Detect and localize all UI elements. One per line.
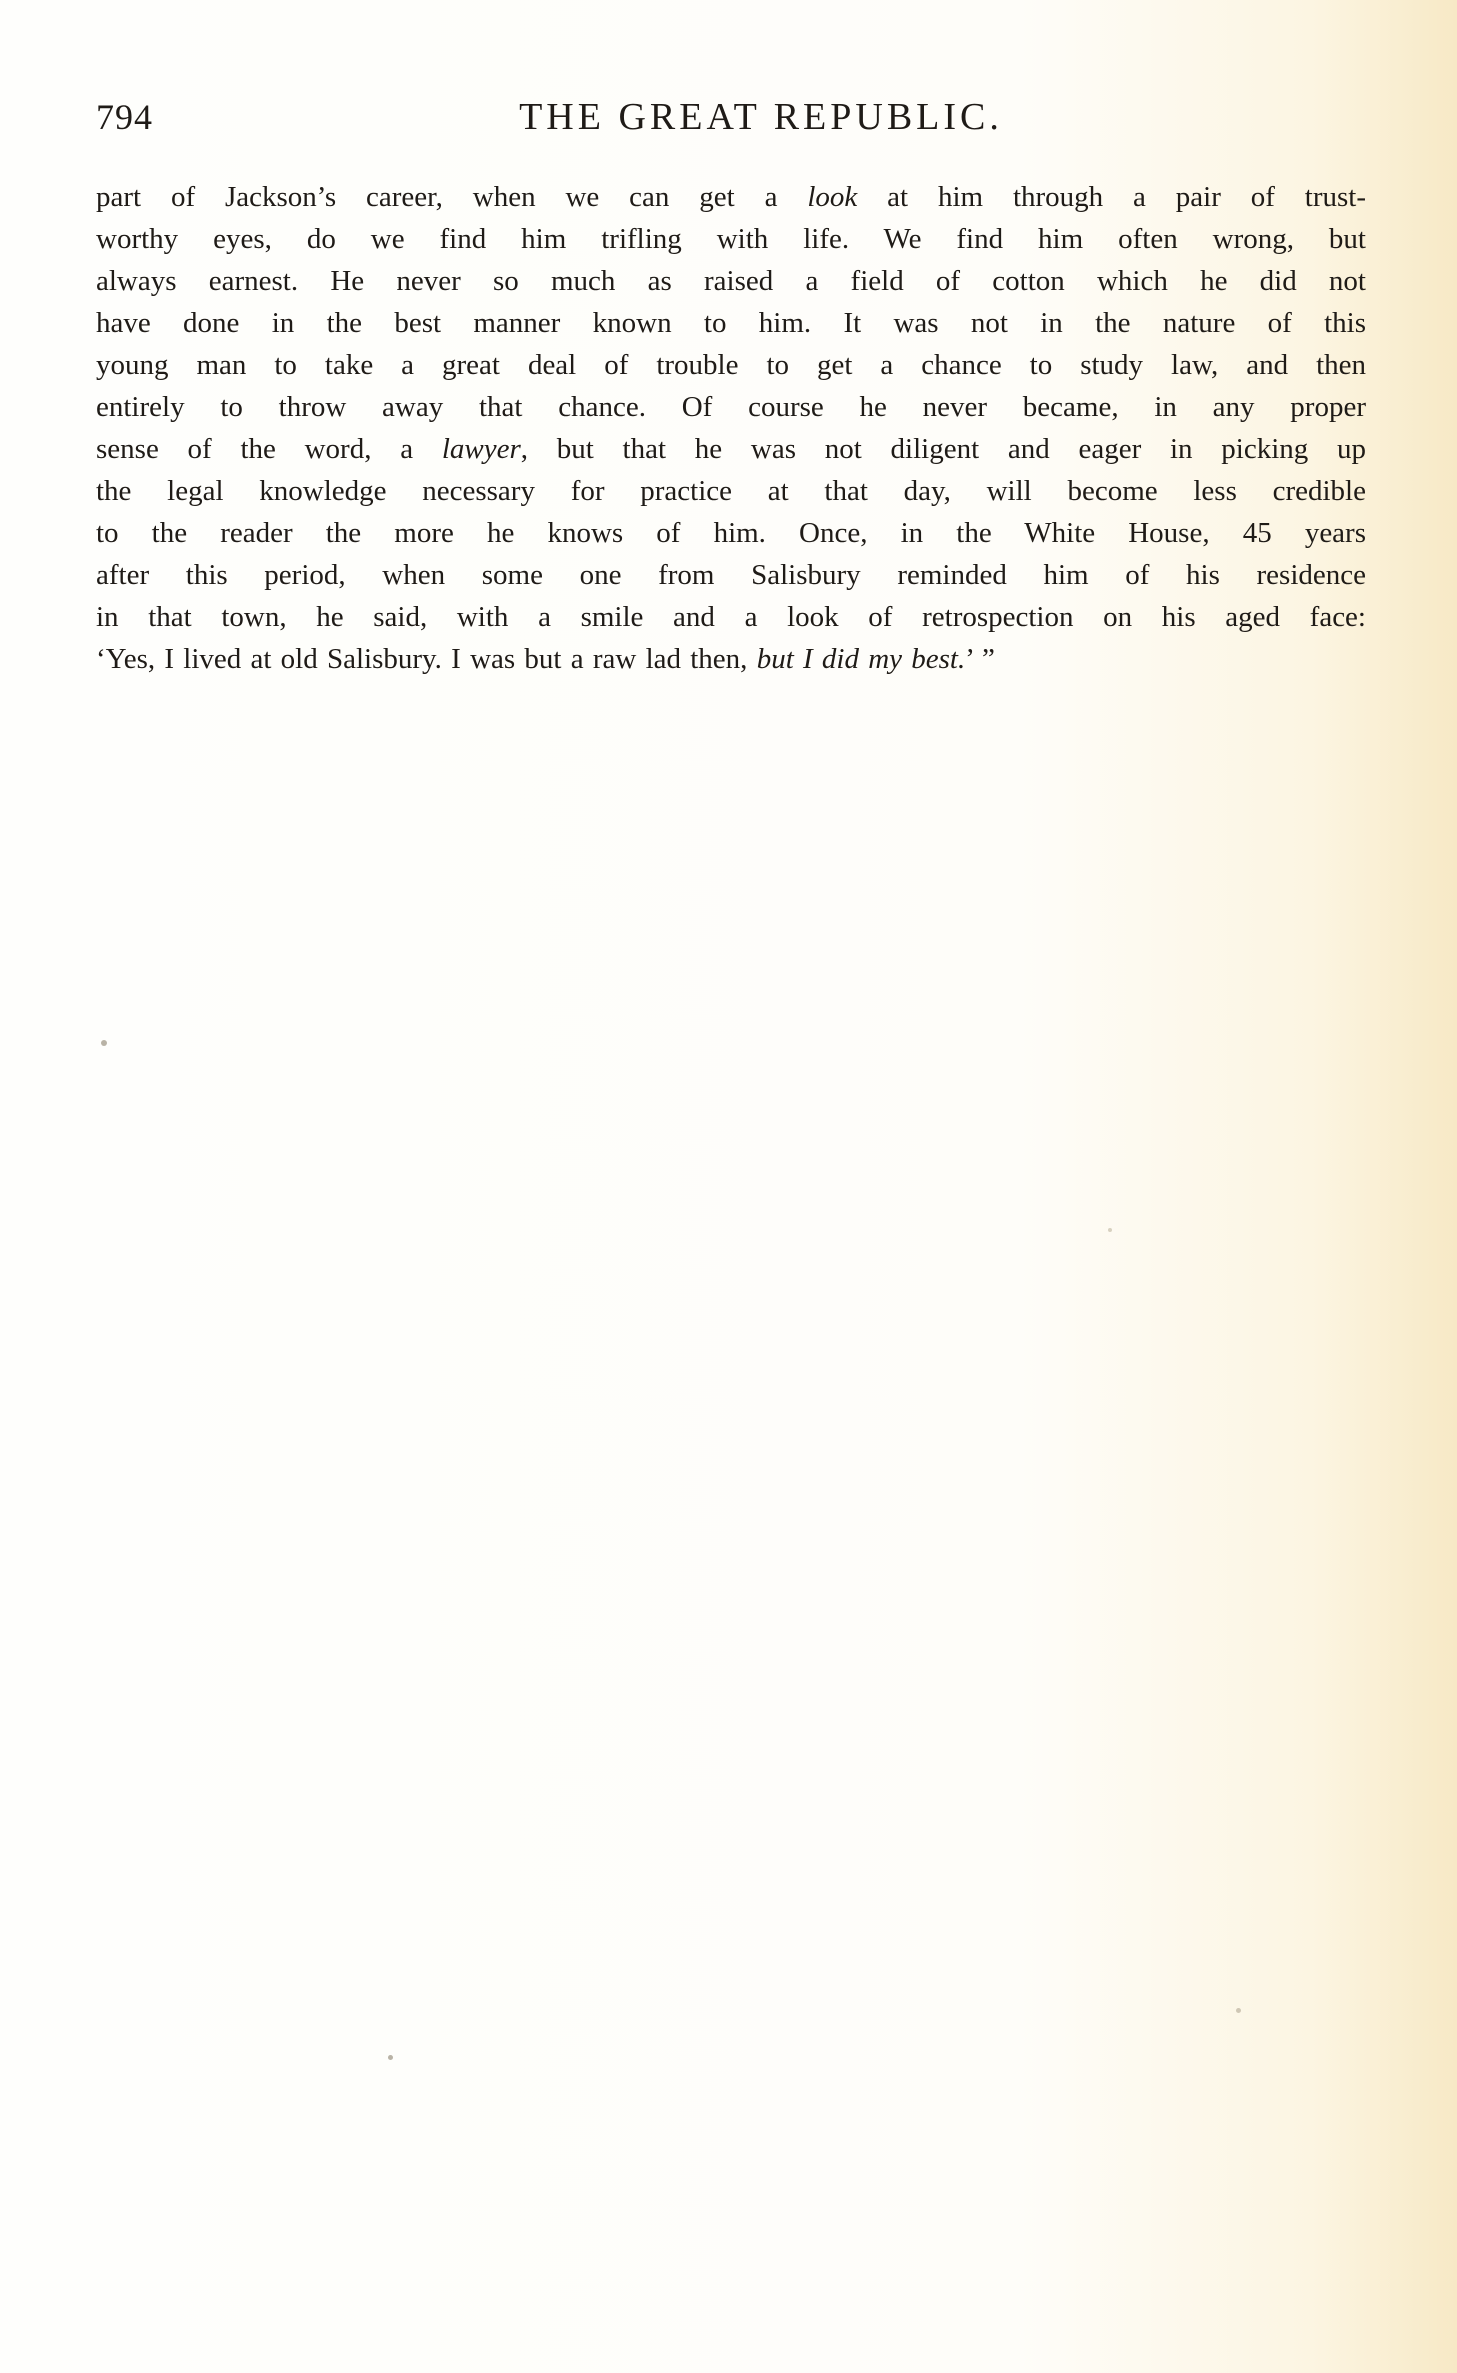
text-line: have done in the best manner known to him. It was not in the nature of this: [96, 307, 1366, 339]
text-line: ‘Yes, I lived at old Salisbury. I was but a raw lad then, but I did my best.’ ”: [96, 643, 995, 675]
text-line: to the reader the more he knows of him. Once, in the White House, 45 years: [96, 517, 1366, 549]
text-line: sense of the word, a lawyer, but that he was not diligent and eager in picking up: [96, 433, 1367, 465]
text-line: after this period, when some one from Salisbury reminded him of his residence: [96, 559, 1366, 591]
text-line: worthy eyes, do we find him trifling with life. We find him often wrong, but: [96, 223, 1366, 255]
emphasis-text: lawyer: [441, 433, 521, 465]
paper-speck: [388, 2055, 393, 2060]
text-line: young man to take a great deal of trouble to get a chance to study law, and then: [96, 349, 1366, 381]
text-line: the legal knowledge necessary for practice at that day, will become less credible: [96, 475, 1366, 507]
paper-speck: [1236, 2008, 1241, 2013]
text-line: always earnest. He never so much as raised a field of cotton which he did not: [96, 265, 1366, 297]
text-line: in that town, he said, with a smile and a look of retrospection on his aged face:: [96, 601, 1366, 633]
running-title: THE GREAT REPUBLIC.: [519, 96, 1003, 138]
body-paragraph: [96, 176, 1366, 680]
running-head: [96, 92, 1366, 142]
emphasis-text: but I did my best.: [756, 643, 966, 675]
page-number: 794: [96, 97, 153, 137]
paper-speck: [1108, 1228, 1112, 1232]
text-line: part of Jackson’s career, when we can get a look at him through a pair of trust-: [96, 181, 1366, 213]
emphasis-text: look: [807, 181, 858, 213]
text-line: entirely to throw away that chance. Of course he never became, in any proper: [96, 391, 1366, 423]
paper-speck: [101, 1040, 107, 1046]
